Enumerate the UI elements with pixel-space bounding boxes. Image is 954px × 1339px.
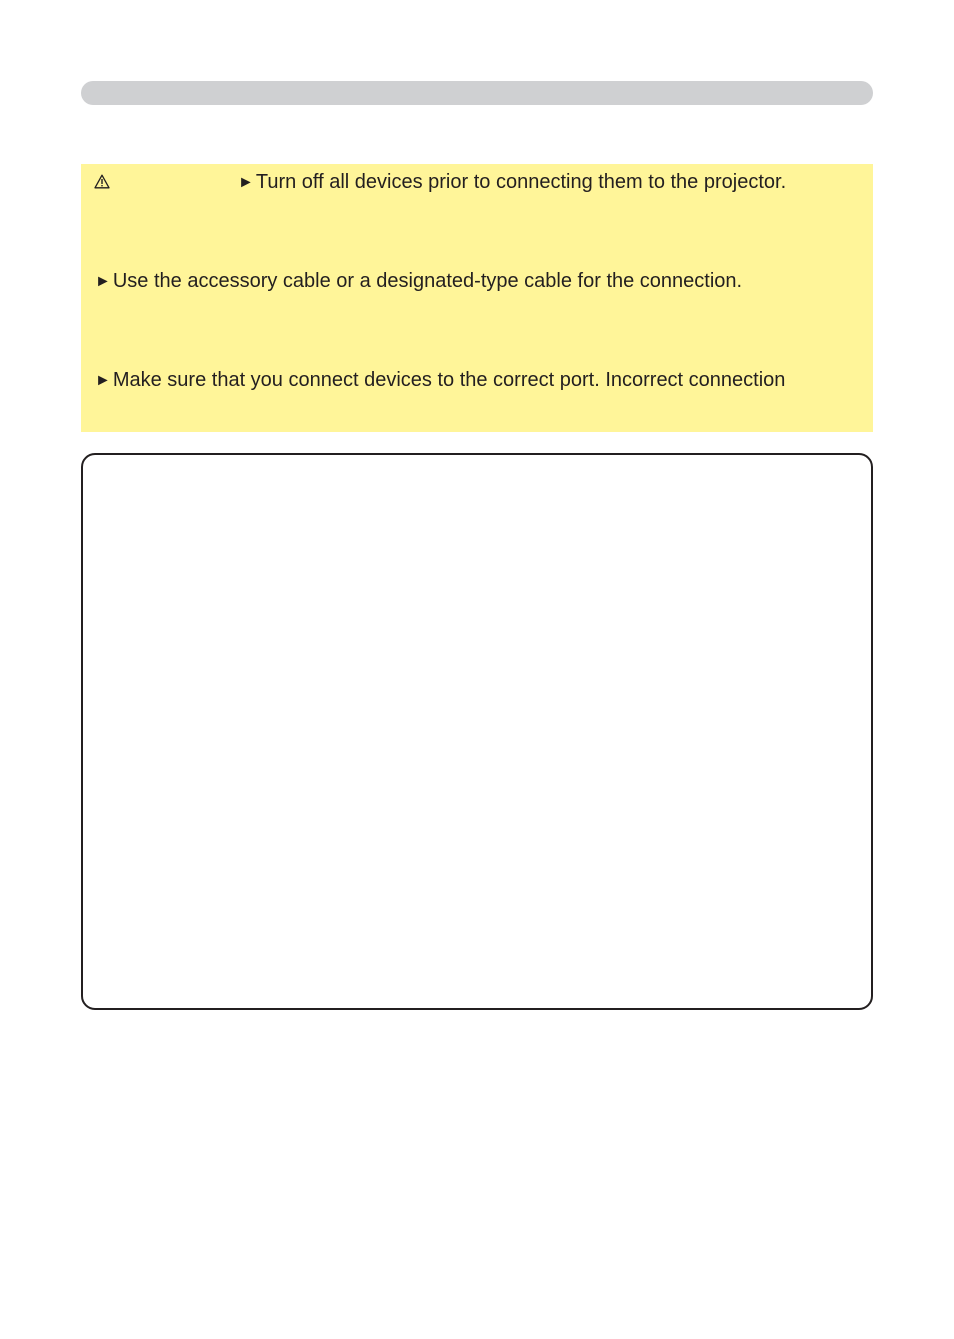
content-frame xyxy=(81,453,873,1010)
bullet-arrow-icon: ► xyxy=(95,372,111,389)
bullet-arrow-icon: ► xyxy=(238,174,254,191)
caution-item-correct-port xyxy=(95,368,785,393)
section-header-bar xyxy=(81,81,873,105)
warning-triangle-icon xyxy=(94,174,110,189)
caution-item-text: Use the accessory cable or a designated-type cable for the connection. xyxy=(112,270,743,292)
caution-item-cable xyxy=(95,269,742,294)
caution-item-text: Turn off all devices prior to connecting them to the projector. xyxy=(255,171,787,193)
bullet-arrow-icon: ► xyxy=(95,273,111,290)
caution-box xyxy=(81,164,873,432)
caution-item-text: Make sure that you connect devices to the correct port. Incorrect connection xyxy=(112,369,786,391)
caution-item-power-off xyxy=(238,170,786,195)
